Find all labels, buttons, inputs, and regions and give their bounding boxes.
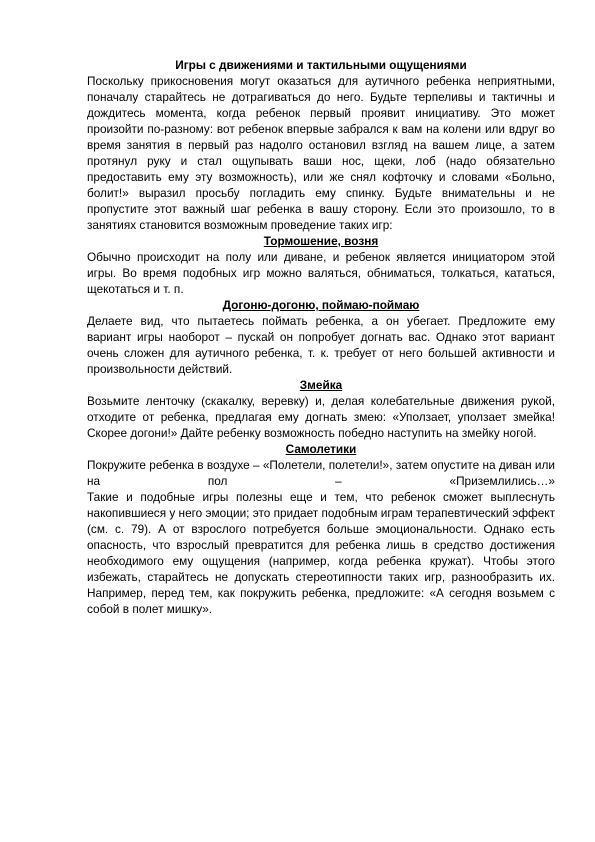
section-paragraph: Возьмите ленточку (скакалку, веревку) и, делая колебательные движения рукой, отходите от ребенка, предлагая ему догнать змею: «Уползает, уползает змейка! Скорее догони!» Дайте ребенку возможность победно наступить на змейку ногой. bbox=[87, 394, 555, 440]
section-paragraph: Обычно происходит на полу или диване, и ребенок является инициатором этой игры. Во время подобных игр можно валяться, обниматься, толкаться, кататься, щекотаться и т. п. bbox=[87, 250, 555, 296]
section-heading-samoletiki: Самолетики bbox=[285, 442, 357, 456]
intro-paragraph: Поскольку прикосновения могут оказаться для аутичного ребенка неприятными, поначалу старайтесь не дотрагиваться до него. Будьте терпеливы и тактичны и дождитесь момента, когда ребенок первый проявит инициативу. Это может произойти по-разному: вот ребенок впервые забрался к вам на колени или вдруг во время занятия в первый раз надолго остановил взгляд на вашем лице, а затем протянул руку и стал ощупывать ваши нос, щеки, лоб (надо обязательно предоставить ему эту возможность), или же снял кофточку и словами «Больно, болит!» выразил просьбу погладить ему спинку. Будьте внимательны и не пропустите этот важный шаг ребенка в вашу сторону. Если это произошло, то в занятиях становится возможным проведение таких игр: bbox=[87, 74, 555, 232]
section-paragraph: Покружите ребенка в воздухе – «Полетели, полетели!», затем опустите на диван или на пол – «Приземлились…» bbox=[87, 458, 555, 488]
document-page bbox=[87, 57, 555, 617]
section-paragraph: Такие и подобные игры полезны еще и тем, что ребенок сможет выплеснуть накопившиеся у него эмоции; это придает подобным играм терапевтический эффект (см. с. 79). А от взрослого потребуется больше эмоциональности. Однако есть опасность, что взрослый превратится для ребенка лишь в средство достижения необходимого ему ощущения (например, когда ребенка кружат). Чтобы этого избежать, старайтесь не допускать стереотипности таких игр, разнообразить их. Например, перед тем, как покружить ребенка, предложите: «А сегодня возьмем с собой в полет мишку». bbox=[87, 490, 555, 616]
document-title: Игры с движениями и тактильными ощущениями bbox=[175, 58, 467, 72]
section-heading-dogonyu: Догоню-догоню, поймаю-поймаю bbox=[222, 298, 420, 312]
section-paragraph: Делаете вид, что пытаетесь поймать ребенка, а он убегает. Предложите ему вариант игры наоборот – пускай он попробует догнать вас. Однако этот вариант очень сложен для аутичного ребенка, т. к. требует от него большей активности и произвольности действий. bbox=[87, 314, 555, 376]
section-heading-tormoshenie: Тормошение, возня bbox=[263, 234, 379, 248]
section-heading-zmeyka: Змейка bbox=[299, 378, 343, 392]
